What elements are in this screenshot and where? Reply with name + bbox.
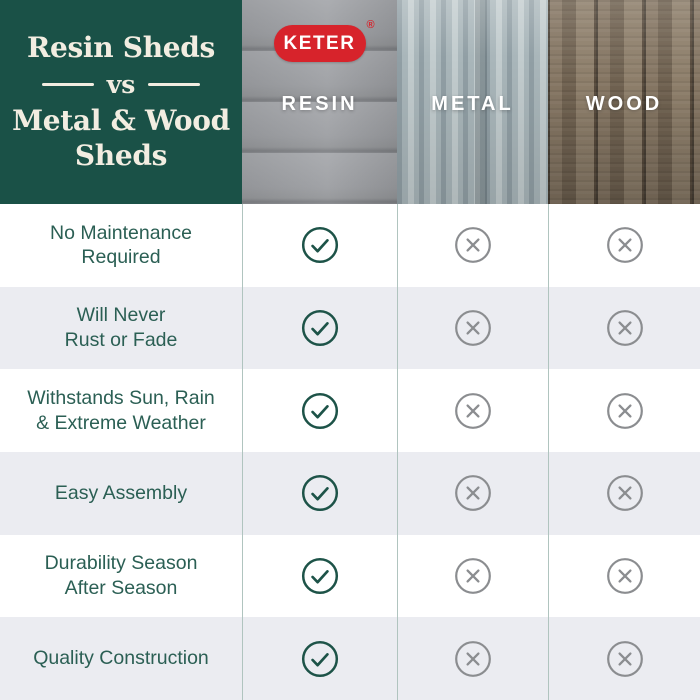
title-line-2: Metal & Wood — [12, 104, 230, 138]
title-block — [0, 0, 242, 204]
header-row — [0, 0, 700, 204]
feature-label: Quality Construction — [33, 647, 209, 670]
column-label-metal: METAL — [431, 93, 514, 115]
feature-rows — [0, 204, 700, 700]
cross-icon — [453, 225, 493, 265]
feature-label: Will Never Rust or Fade — [64, 304, 178, 351]
vs-row — [42, 70, 201, 100]
keter-logo — [274, 25, 366, 62]
cross-icon — [605, 556, 645, 596]
column-label-resin: RESIN — [281, 93, 358, 115]
column-header-metal — [397, 0, 548, 204]
table-row — [0, 535, 700, 618]
keter-logo-text: KETER — [283, 32, 356, 54]
cross-icon — [453, 556, 493, 596]
column-label-wood: WOOD — [585, 93, 663, 115]
cross-icon — [453, 473, 493, 513]
table-row — [0, 204, 700, 287]
vs-right-rule — [148, 83, 200, 86]
check-icon — [300, 556, 340, 596]
feature-label: Withstands Sun, Rain & Extreme Weather — [27, 386, 215, 434]
cross-icon — [605, 308, 645, 348]
feature-label: Easy Assembly — [54, 481, 188, 504]
title-line-1: Resin Sheds — [26, 31, 216, 65]
table-row — [0, 617, 700, 700]
title-line-3: Sheds — [74, 138, 168, 172]
cross-icon — [605, 473, 645, 513]
cross-icon — [605, 639, 645, 679]
table-row — [0, 452, 700, 535]
check-icon — [300, 391, 340, 431]
column-header-wood — [548, 0, 700, 204]
cross-icon — [453, 391, 493, 431]
cross-icon — [605, 225, 645, 265]
cross-icon — [453, 308, 493, 348]
feature-label: Durability Season After Season — [44, 552, 198, 600]
check-icon — [300, 639, 340, 679]
table-row — [0, 369, 700, 452]
keter-logo-wrap — [242, 0, 397, 70]
check-icon — [300, 308, 340, 348]
vs-left-rule — [42, 83, 94, 86]
check-icon — [300, 473, 340, 513]
table-row — [0, 287, 700, 370]
column-header-resin — [242, 0, 397, 204]
cross-icon — [453, 639, 493, 679]
cross-icon — [605, 391, 645, 431]
registered-trademark-symbol: ® — [366, 19, 375, 31]
feature-label: No Maintenance Required — [49, 221, 192, 269]
vs-label: vs — [106, 70, 136, 100]
check-icon — [300, 225, 340, 265]
